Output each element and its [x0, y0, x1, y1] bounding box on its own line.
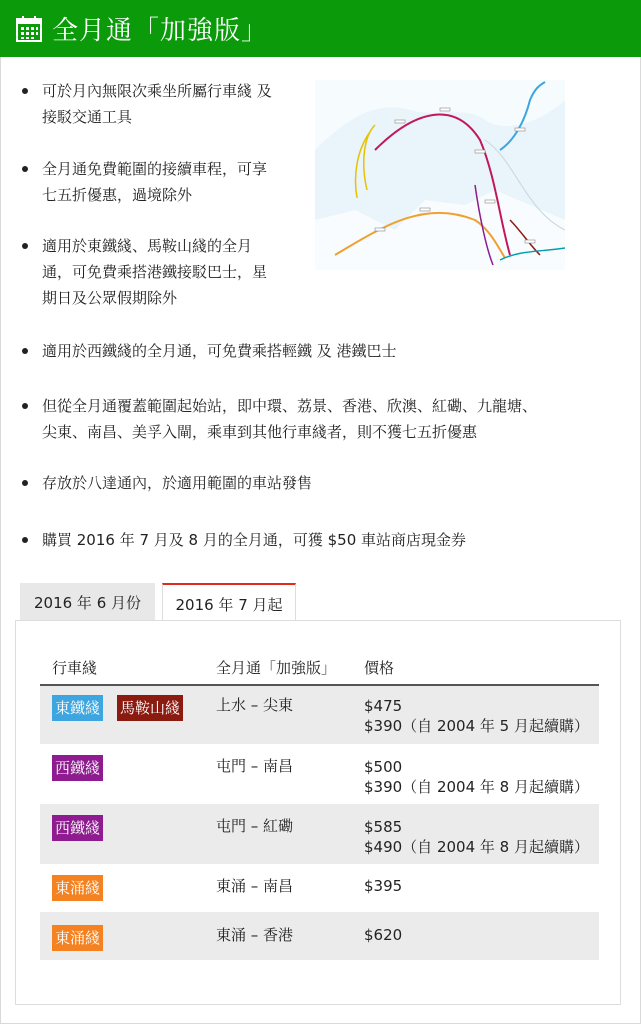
line-badge-west-rail: 西鐵綫: [52, 815, 103, 841]
price-renewal-text: $390（自 2004 年 5 月起續購）: [364, 717, 589, 735]
bullet-text: 可於月內無限次乘坐所屬行車綫 及: [42, 82, 272, 100]
bullet-item: [22, 393, 537, 445]
page-title: 全月通「加強版」: [52, 16, 269, 46]
calendar-icon: [16, 16, 42, 42]
price-text: $395: [364, 877, 403, 895]
line-badge-tung-chung: 東涌綫: [52, 875, 103, 901]
price-text: $585: [364, 818, 403, 836]
route-text: 東涌 – 香港: [216, 926, 294, 944]
bullet-text: 通，可免費乘搭港鐵接駁巴士，星: [42, 263, 268, 281]
bullet-text: 尖東、南昌、美孚入閘，乘車到其他行車綫者，則不獲七五折優惠: [42, 423, 478, 441]
price-text: $475: [364, 697, 403, 715]
bullet-text: 全月通免費範圍的接續車程，可享: [42, 160, 268, 178]
bullet-item: [22, 233, 267, 311]
price-text: $620: [364, 926, 403, 944]
table-row: [40, 864, 599, 912]
route-text: 上水 – 尖東: [216, 696, 294, 714]
bullet-item: [22, 156, 267, 208]
bullet-text: 購買 2016 年 7 月及 8 月的全月通，可獲 $50 車站商店現金券: [42, 531, 467, 549]
bullet-text: 七五折優惠，過境除外: [42, 186, 193, 204]
bullet-text: 存放於八達通內，於適用範圍的車站發售: [42, 474, 313, 492]
page-header: [0, 0, 641, 57]
column-header-pass: 全月通「加強版」: [216, 659, 337, 677]
tab-2016-july[interactable]: 2016 年 7 月起: [162, 583, 296, 621]
table-row: [40, 912, 599, 960]
bullet-item: [22, 338, 397, 364]
line-badge-west-rail: 西鐵綫: [52, 755, 103, 781]
route-text: 屯門 – 南昌: [216, 757, 294, 775]
bullet-text: 適用於東鐵綫、馬鞍山綫的全月: [42, 237, 253, 255]
route-text: 東涌 – 南昌: [216, 877, 294, 895]
bullet-item: [22, 78, 272, 130]
price-renewal-text: $390（自 2004 年 8 月起續購）: [364, 778, 589, 796]
line-badge-tung-chung: 東涌綫: [52, 925, 103, 951]
column-header-price: 價格: [364, 659, 395, 677]
price-renewal-text: $490（自 2004 年 8 月起續購）: [364, 838, 589, 856]
column-header-line: 行車綫: [52, 659, 98, 677]
tab-2016-june[interactable]: 2016 年 6 月份: [20, 583, 155, 621]
bullet-text: 但從全月通覆蓋範圍起始站，即中環、荔景、香港、欣澳、紅磡、九龍塘、: [42, 397, 538, 415]
mtr-route-map-image: [315, 80, 565, 270]
bullet-item: [22, 470, 312, 496]
line-badge-ma-on-shan: 馬鞍山綫: [117, 695, 183, 721]
line-badge-east-rail: 東鐵綫: [52, 695, 103, 721]
bullet-text: 適用於西鐵綫的全月通，可免費乘搭輕鐵 及 港鐵巴士: [42, 342, 397, 360]
price-text: $500: [364, 758, 403, 776]
bullet-item: [22, 527, 466, 553]
route-text: 屯門 – 紅磡: [216, 817, 294, 835]
bullet-text: 期日及公眾假期除外: [42, 289, 178, 307]
bullet-text: 接駁交通工具: [42, 108, 133, 126]
